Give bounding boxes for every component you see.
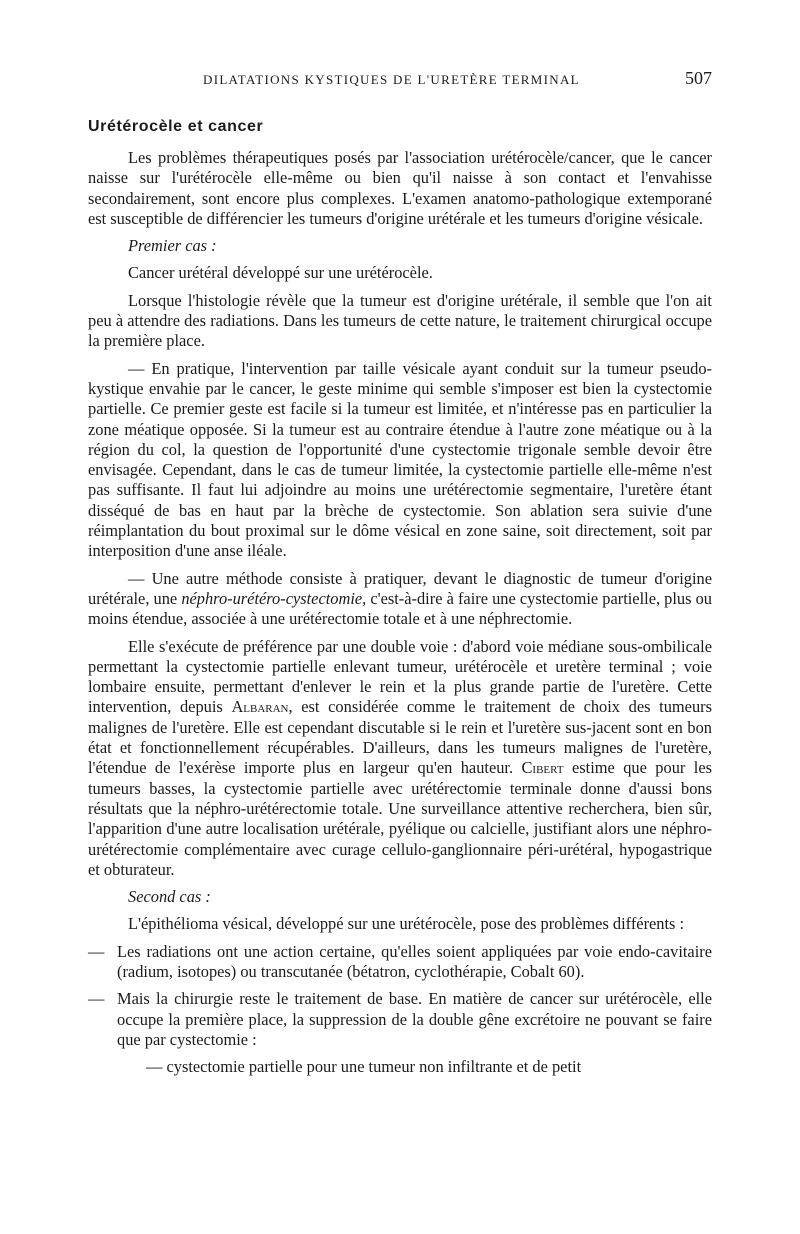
section-title: Urétérocèle et cancer [88,118,264,135]
surgery-text: Mais la chirurgie reste le traitement de base. En matière de cancer sur urétérocèle, elle occupe la première place, la suppression de la double gêne excrétoire ne pouvant se faire que par cystectomie : [117,989,712,1049]
case-one-label: Premier cas : [128,236,217,256]
case-one-practice-paragraph: — En pratique, l'intervention par taille vésicale ayant conduit sur la tumeur pseudo-kystique envahie par le cancer, le geste minime qui semble s'imposer est bien la cystectomie partielle. Ce premier geste est facile si la tumeur est limitée, et n'intéresse pas en particulier la zone méatique opposée. Si la tumeur est au contraire étendue à l'autre zone méatique ou à la région du col, la question de l'opportunité d'une cystectomie trigonale semble devoir être envisagée. Cependant, dans le cas de tumeur limitée, la cystectomie partielle elle-même n'est pas suffisante. Il faut lui adjoindre au moins une urétérectomie segmentaire, l'uretère étant disséqué de bas en haut par la brèche de cystectomie. Son ablation sera suivie d'une réimplantation du bout proximal sur le dôme vésical en zone saine, soit directement, soit par interposition d'une anse iléale. [88,358,712,561]
radiation-text: Les radiations ont une action certaine, qu'elles soient appliquées par voie endo-cavitaire (radium, isotopes) ou transcutanée (bétatron, cyclothérapie, Cobalt 60). [117,941,712,981]
case-one-method-paragraph [88,569,712,630]
running-title: DILATATIONS KYSTIQUES DE L'URETÈRE TERMINAL [203,72,580,87]
method-text-after: c'est-à-dire à faire une cystectomie partielle, plus ou moins étendue, associée à une urétérectomie totale et à une néphrectomie. [88,588,712,629]
sub-item-partial-cystectomy: — cystectomie partielle pour une tumeur non infiltrante et de petit [146,1057,582,1077]
list-item-surgery [88,989,712,1050]
method-text-before: — Une autre méthode consiste à pratiquer, devant le diagnostic de tumeur d'origine urétérale, une [88,568,712,608]
author-name-cibert: Cibert [521,758,564,778]
author-name-albaran: Albaran, [231,697,293,717]
case-two-intro: L'épithélioma vésical, développé sur une urétérocèle, pose des problèmes différents : [128,914,685,934]
page-number: 507 [685,68,712,88]
running-header [88,70,712,94]
dash-marker: — [88,989,105,1009]
case-one-title: Cancer urétéral développé sur une urétérocèle. [128,263,433,283]
double-approach-text-c: estime que pour les tumeurs basses, la cystectomie partielle avec urétérectomie terminale donne d'aussi bons résultats que la néphro-urétérectomie totale. Une surveillance attentive recherchera, bien sûr, l'apparition d'une autre localisation urétérale, pyélique ou calcielle, justifiant alors une néphro-urétérectomie complémentaire avec curage cellulo-ganglionnaire péri-urétéral, hypogastrique et obturateur. [88,758,712,879]
list-item-radiation [88,942,712,983]
dash-marker: — [88,941,105,961]
double-approach-text-a: Elle s'exécute de préférence par une double voie : d'abord voie médiane sous-ombilicale permettant la cystectomie partielle enlevant tumeur, urétérocèle et uretère terminal ; voie lombaire ensuite, permettant d'enlever le rein et la plus grande partie de l'uretère. Cette intervention, depuis [88,636,712,717]
double-approach-text-b: est considérée comme le traitement de choix des tumeurs malignes de l'uretère. Elle est cependant discutable si le rein et l'uretère sus-jacent sont en bon état et fonctionnellement récupérables. D'ailleurs, dans les tumeurs malignes de l'uretère, l'étendue de l'exérèse importe plus en largeur qu'en hauteur. [88,697,712,778]
intro-paragraph: Les problèmes thérapeutiques posés par l'association urétérocèle/cancer, que le cancer naisse sur l'urétérocèle elle-même ou bien qu'il naisse à son contact et l'envahisse secondairement, sont encore plus complexes. L'examen anatomo-pathologique extemporané est susceptible de différencier les tumeurs d'origine urétérale et les tumeurs d'origine vésicale. [88,148,712,228]
method-term: néphro-urétéro-cystectomie, [181,588,367,608]
case-one-histology-paragraph: Lorsque l'histologie révèle que la tumeur est d'origine urétérale, il semble que l'on ait peu à attendre des radiations. Dans les tumeurs de cette nature, le traitement chirurgical occupe la première place. [88,290,712,351]
body-text [88,148,712,1077]
case-one-double-approach-paragraph [88,637,712,881]
case-two-label: Second cas : [128,887,211,907]
